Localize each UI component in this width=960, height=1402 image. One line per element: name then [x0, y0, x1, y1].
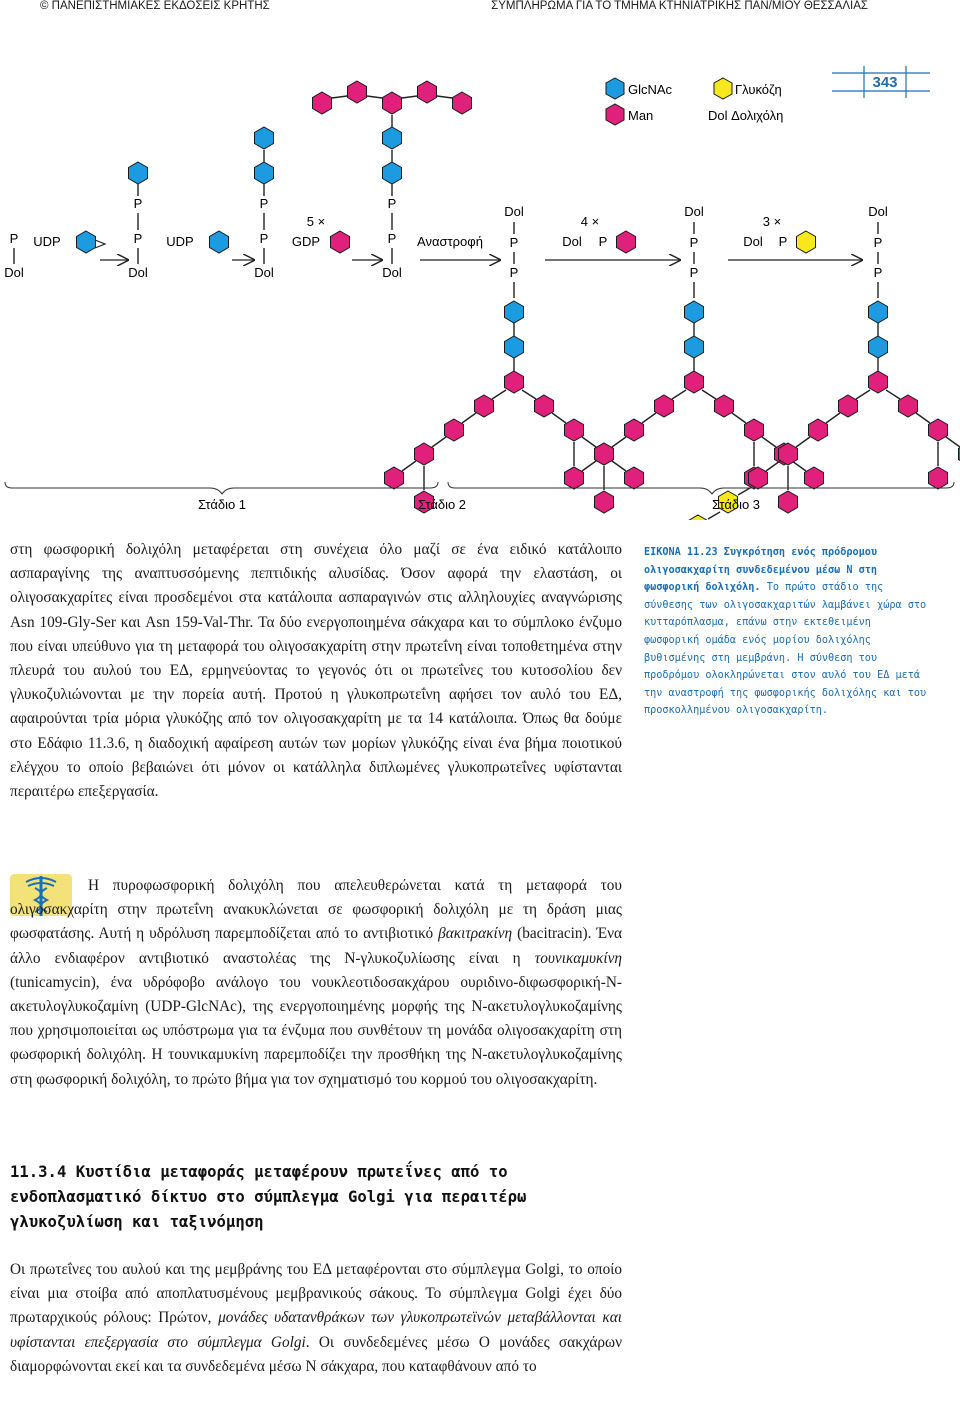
bond-line	[916, 413, 930, 423]
golgi-italic-phrase: μονάδες υδατανθράκων των γλυκοπρωτεϊνών μεταβάλλονται και υφίστανται επεξεργασία στο σύμπλεγμα Golgi	[10, 1309, 623, 1351]
stage-1-label: Στάδιο 1	[197, 497, 247, 512]
bond-line	[796, 437, 810, 447]
legend-dol-label: Dol Δολιχόλη	[708, 108, 784, 123]
glcnac-icon	[685, 301, 704, 323]
mannose-icon	[839, 395, 858, 417]
udp-glcnac-icon	[77, 231, 96, 253]
page-number: 343	[872, 74, 898, 91]
mannose-icon	[809, 419, 828, 441]
bond-line	[766, 461, 780, 471]
udp-label: UDP	[166, 234, 194, 249]
mannose-icon	[595, 443, 614, 465]
body-paragraph-2: Η πυροφωσφορική δολιχόλη που απελευθερώνεται κατά τη μεταφορά του ολιγοσακχαρίτη στην πρωτεΐνη ανακυκλώνεται σε φωσφορική δολιχόλη με τη δράση μιας φωσφατάσης. Αυτή η υδρόλυση παρεμποδίζεται από το αντιβιοτικό βακιτρακίνη (bacitracin). Ένα άλλο ενδιαφέρον αντιβιοτικό αναστολέας της N-γλυκοζυλίωσης είναι η τουνικαμυκίνη (tunicamycin), ένα υδρόφοβο ανάλογο του νουκλεοτιδοσακχάρου ουριδινο-διφωσφορική-N-ακετυλογλυκοζαμίνη (UDP-GlcNAc), της ενεργοποιημένης μορφής της N-ακετυλογλυκοζαμίνης που χρησιμοποιείται ως υπόστρωμα για τα ένζυμα που συνθέτουν τη μονάδα ολιγοσακχαρίτη στη φωσφορική δολιχόλη. Η τουνικαμυκίνη παρεμποδίζει την προσθήκη της N-ακετυλογλυκοζαμίνης στη φωσφορική δολιχόλη, το πρώτο βήμα για τον σχηματισμό του κορμού του ολιγοσακχαρίτη.	[10, 877, 622, 1088]
phosphate-label: P	[9, 231, 19, 246]
mannose-icon	[383, 92, 402, 114]
mannose-icon	[565, 467, 584, 489]
udp-glcnac-icon	[210, 231, 229, 253]
phosphate-label: P	[387, 231, 397, 246]
body-paragraph-3: Οι πρωτεΐνες του αυλού και της μεμβράνης του ΕΔ μεταφέρονται στο σύμπλεγμα Golgi, το οποίο είναι μια στοίβα από αποπλατυσμένους μεμβρανικούς σάκους. Το σύμπλεγμα Golgi έχει δύο πρωταρχικούς ρόλους: Πρώτον, μονάδες υδατανθράκων των γλυκοπρωτεϊνών μεταβάλλονται και υφίστανται επεξεργασία στο σύμπλεγμα Golgi. Οι συνδεδεμένες μέσω O μονάδες σακχάρων διαμορφώνονται εκεί και τα συνδεδεμένα μέσω N σάκχαρα, που καταφθάνουν από το	[10, 1261, 623, 1375]
bond-line	[432, 437, 446, 447]
glcnac-icon	[383, 162, 402, 184]
legend-glucose-icon	[714, 78, 732, 99]
multiplier-label: 5 ×	[306, 214, 326, 229]
mannose-icon	[445, 419, 464, 441]
flip-label: Αναστροφή	[417, 234, 483, 249]
phosphate-label: P	[259, 196, 269, 211]
dolichol-label: Dol	[743, 234, 763, 249]
arrow-head	[95, 240, 105, 248]
bond-line	[702, 390, 716, 399]
bond-line	[332, 96, 347, 98]
bond-line	[642, 413, 656, 423]
bond-line	[708, 512, 720, 519]
glcnac-icon	[255, 127, 274, 149]
bond-line	[672, 390, 686, 399]
glcnac-icon	[129, 162, 148, 184]
page-number-bar	[832, 66, 930, 98]
bond-line	[856, 390, 870, 399]
dolichol-label: Dol	[128, 265, 148, 280]
bond-line	[582, 461, 596, 471]
mannose-icon	[715, 395, 734, 417]
mannose-icon	[418, 81, 437, 103]
legend-glcnac-label: GlcNAc	[628, 82, 673, 97]
bond-line	[612, 437, 626, 447]
phosphate-label: P	[778, 234, 788, 249]
phosphate-label: P	[387, 196, 397, 211]
legend-glucose-label: Γλυκόζη	[735, 82, 782, 97]
header-right: ΣΥΜΠΛΗΡΩΜΑ ΓΙΑ ΤΟ ΤΜΗΜΑ ΚΤΗΝΙΑΤΡΙΚΗΣ ΠΑΝ/ΜΙΟΥ ΘΕΣΣΑΛΙΑΣ	[491, 0, 868, 12]
mannose-icon	[505, 371, 524, 393]
dolichol-label: Dol	[868, 204, 888, 219]
phosphate-label: P	[509, 235, 519, 250]
mannose-icon	[929, 467, 948, 489]
bond-line	[462, 413, 476, 423]
figure-caption	[644, 544, 928, 720]
bacitracin-term: βακιτρακίνη	[438, 925, 513, 943]
mannose-icon	[929, 419, 948, 441]
stage-3-label: Στάδιο 3	[711, 497, 761, 512]
dolichol-label: Dol	[382, 265, 402, 280]
phosphate-label: P	[873, 265, 883, 280]
phosphate-label: P	[259, 231, 269, 246]
mannose-icon	[749, 467, 768, 489]
mannose-icon	[625, 419, 644, 441]
glcnac-icon	[685, 336, 704, 358]
udp-label: UDP	[33, 234, 61, 249]
mannose-icon	[313, 92, 332, 114]
legend	[606, 78, 783, 125]
bond-line	[762, 437, 776, 447]
glcnac-icon	[505, 336, 524, 358]
caption-label: ΕΙΚΟΝΑ 11.23 Συγκρότηση ενός πρόδρομου ολιγοσακχαρίτη συνδεδεμένου μέσω N στη φωσφορική δολιχόλη.	[644, 547, 878, 594]
caption-text: Το πρώτο στάδιο της σύνθεσης των ολιγοσακχαριτών λαμβάνει χώρα στο κυτταρόπλασμα, επάνω στην εκτεθειμένη φωσφορική ομάδα ενός μορίου δολιχόλης βυθισμένης στη μεμβράνη. Η σύνθεση του προδρόμου ολοκληρώνεται στον αυλό του ΕΔ μετά την αναστροφή της φωσφορικής δολιχόλης και του προσκολλημένου ολιγοσακχαρίτη.	[644, 582, 927, 717]
bond-line	[582, 437, 596, 447]
phosphate-label: P	[133, 196, 143, 211]
dolichol-label: Dol	[562, 234, 582, 249]
bond-line	[732, 413, 746, 423]
mannose-icon	[805, 467, 824, 489]
header-left: © ΠΑΝΕΠΙΣΤΗΜΙΑΚΕΣ ΕΚΔΟΣΕΙΣ ΚΡΗΤΗΣ	[40, 0, 270, 12]
dol-p-glucose-icon	[797, 231, 816, 253]
mannose-icon	[685, 371, 704, 393]
glcnac-icon	[869, 301, 888, 323]
dolichol-label: Dol	[4, 265, 24, 280]
mannose-icon	[869, 371, 888, 393]
gdp-label: GDP	[291, 234, 321, 249]
bond-line	[612, 461, 626, 471]
legend-man-icon	[606, 104, 624, 125]
bond-line	[522, 390, 536, 399]
legend-man-label: Man	[628, 108, 654, 123]
mannose-icon	[625, 467, 644, 489]
glucose-icon	[689, 515, 708, 520]
mannose-icon	[779, 443, 798, 465]
bond-line	[946, 437, 960, 447]
mannose-icon	[745, 419, 764, 441]
glcnac-icon	[383, 127, 402, 149]
bond-line	[552, 413, 566, 423]
multiplier-label: 4 ×	[580, 214, 600, 229]
phosphate-label: P	[133, 231, 143, 246]
bond-line	[437, 96, 452, 98]
dolichol-label: Dol	[254, 265, 274, 280]
phosphate-label: P	[598, 234, 608, 249]
phosphate-label: P	[509, 265, 519, 280]
bond-line	[886, 390, 900, 399]
mannose-icon	[595, 491, 614, 513]
mannose-icon	[453, 92, 472, 114]
tunicamycin-term: τουνικαμυκίνη	[534, 949, 622, 967]
bond-line	[367, 96, 382, 98]
multiplier-label: 3 ×	[762, 214, 782, 229]
dolichol-label: Dol	[684, 204, 704, 219]
mannose-icon	[535, 395, 554, 417]
dolichol-label: Dol	[504, 204, 524, 219]
glcnac-icon	[505, 301, 524, 323]
gdp-mannose-icon	[331, 231, 350, 253]
glcnac-icon	[869, 336, 888, 358]
mannose-icon	[475, 395, 494, 417]
glycosylation-diagram	[0, 60, 960, 520]
mannose-icon	[655, 395, 674, 417]
bond-line	[402, 461, 416, 471]
phosphate-label: P	[873, 235, 883, 250]
glcnac-icon	[255, 162, 274, 184]
bond-line	[826, 413, 840, 423]
body-paragraph-1: στη φωσφορική δολιχόλη μεταφέρεται στη συνέχεια όλο μαζί σε ένα ειδικό κατάλοιπο ασπαραγίνης της αναπτυσσόμενης πεπτιδικής αλυσίδας. Όσον αφορά την ελαστάση, οι ολιγοσακχαρίτες είναι προσδεμένοι στα κατάλοιπα ασπαραγινών στις αλληλουχίες αναγνώρισης Asn 109-Gly-Ser και Asn 159-Val-Thr. Τα δύο ενεργοποιημένα σάκχαρα και το σύμπλοκο ένζυμο που είναι υπεύθυνο για τη μεταφορά του ολιγοσακχαρίτη στην πρωτεΐνη είναι τοποθετημένα στην πλευρά του αυλού του ΕΔ, ερμηνεύοντας το γεγονός ότι οι πρωτεΐνες του κυτοσολίου δεν γλυκοζυλιώνονται με την πορεία αυτή. Προτού η γλυκοπρωτεΐνη αφήσει τον αυλό του ΕΔ, αφαιρούνται τρία μόρια γλυκόζης από τον ολιγοσακχαρίτη με τα 14 κατάλοιπα. Όπως θα δούμε στο Εδάφιο 11.3.6, η διαδοχική αφαίρεση αυτών των μορίων γλυκόζης είναι ένα βήμα ποιοτικού ελέγχου το οποίο βεβαιώνει ότι μόνον οι κατάλληλα διπλωμένες γλυκοπρωτεΐνες υφίστανται περαιτέρω επεξεργασία.	[10, 541, 622, 801]
mannose-icon	[565, 419, 584, 441]
mannose-icon	[385, 467, 404, 489]
bond-line	[792, 461, 806, 471]
stage-2-label: Στάδιο 2	[417, 497, 467, 512]
section-title: 11.3.4 Κυστίδια μεταφοράς μεταφέρουν πρωτεΐνες από το ενδοπλασματικό δίκτυο στο σύμπλεγμα Golgi για περαιτέρω γλυκοζυλίωση και ταξινόμηση	[10, 1163, 527, 1231]
bond-line	[402, 96, 417, 98]
phosphate-label: P	[689, 265, 699, 280]
bond-line	[738, 488, 750, 495]
mannose-icon	[779, 491, 798, 513]
mannose-icon	[415, 443, 434, 465]
mannose-icon	[899, 395, 918, 417]
bond-line	[492, 390, 506, 399]
dol-p-mannose-icon	[617, 231, 636, 253]
mannose-icon	[348, 81, 367, 103]
legend-glcnac-icon	[606, 78, 624, 99]
phosphate-label: P	[689, 235, 699, 250]
